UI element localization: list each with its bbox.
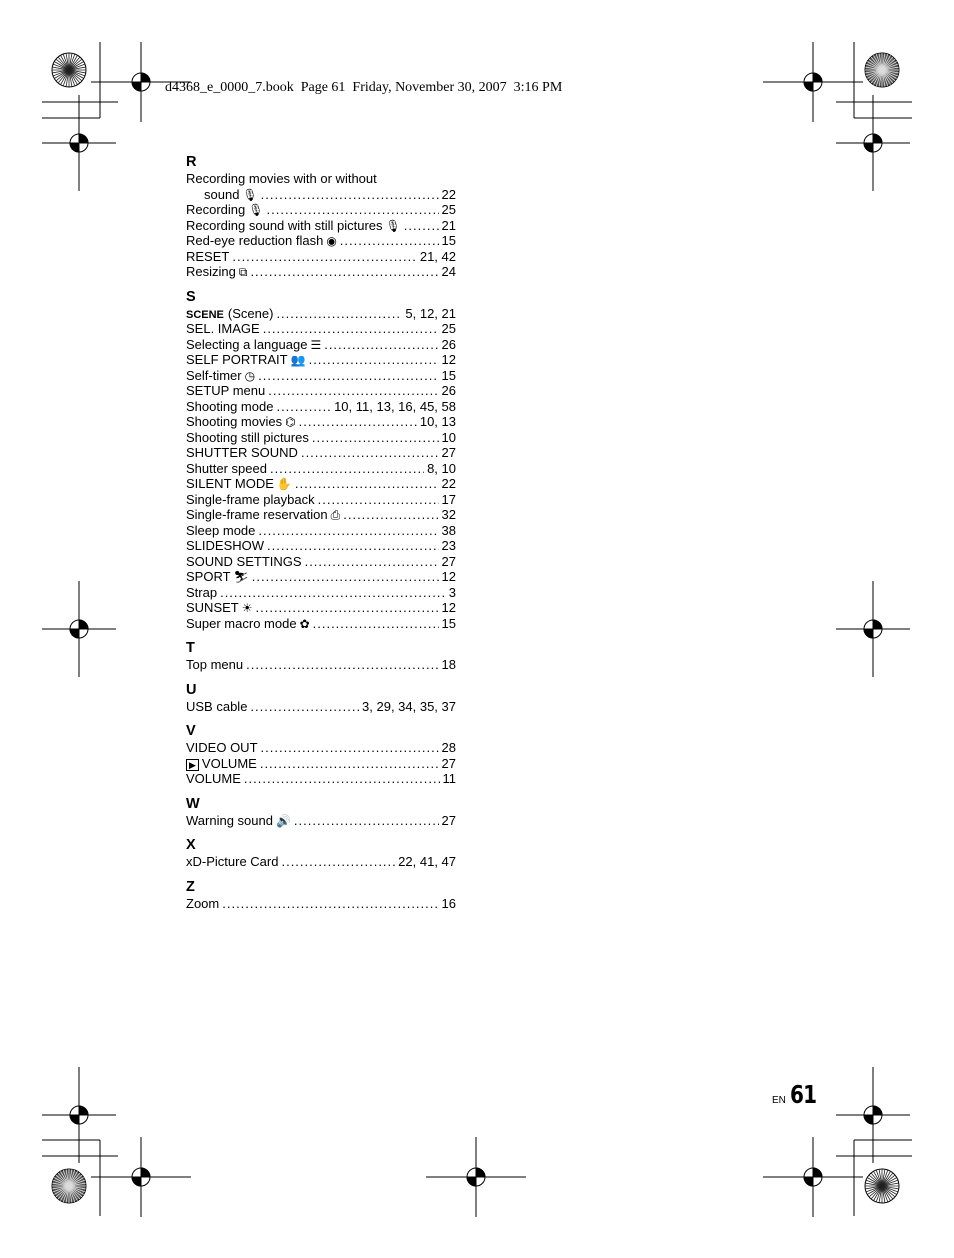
page-number: 61 (790, 1080, 817, 1109)
entry-page-refs: 28 (441, 740, 456, 755)
entry-label: Shooting movies (186, 414, 283, 429)
entry-label: Resizing (186, 264, 236, 279)
dot-leader (267, 538, 439, 554)
index-entry (186, 699, 456, 715)
entry-label: Sleep mode (186, 522, 256, 538)
entry-page-refs: 3 (448, 584, 456, 600)
entry-page-refs: 10, 11, 13, 16, 45, 58 (334, 398, 456, 414)
sport-icon: ⛷ (233, 570, 249, 584)
entry-page-refs: 10, 13 (419, 414, 456, 429)
index-entry (186, 600, 456, 616)
dot-leader (276, 399, 331, 415)
index-entry (186, 430, 456, 446)
entry-label: Self-timer (186, 367, 242, 383)
entry-page-refs: 10 (441, 429, 456, 445)
section-letter: T (186, 640, 195, 656)
entry-page-refs: 27 (441, 812, 456, 828)
index-entry (186, 616, 456, 632)
entry-label: RESET (186, 248, 230, 264)
entry-label: Super macro mode (186, 615, 297, 631)
entry-page-refs: 21 (441, 217, 456, 233)
index-entry (186, 337, 456, 353)
microphone-icon: 🎙 (385, 218, 401, 233)
entry-page-refs: 26 (441, 336, 456, 352)
playback-icon: ▶ (186, 759, 199, 771)
dot-leader (324, 337, 438, 353)
index-section (186, 796, 456, 829)
dot-leader (299, 414, 417, 430)
entry-label: Shutter speed (186, 460, 267, 476)
dot-leader (261, 187, 439, 203)
index-entry (186, 352, 456, 368)
entry-page-refs: 27 (441, 755, 456, 771)
print-header: d4368_e_0000_7.book Page 61 Friday, November 30, 2007 3:16 PM (165, 80, 563, 95)
microphone-icon: 🎙 (242, 187, 258, 202)
entry-page-refs: 15 (441, 615, 456, 631)
index-section (186, 879, 456, 912)
entry-page-refs: 22 (441, 476, 456, 491)
index-entry (186, 756, 456, 772)
entry-page-refs: 16 (441, 895, 456, 911)
speaker-icon: 🔊 (275, 813, 291, 828)
entry-label: Recording sound with still pictures (186, 217, 383, 233)
entry-label: Recording (186, 202, 246, 217)
section-letter: Z (186, 878, 195, 895)
entry-label: Recording movies with or without (186, 171, 377, 186)
dot-leader (343, 507, 438, 523)
entry-page-refs: 21, 42 (419, 248, 456, 264)
index-entry (186, 813, 456, 829)
starburst-target-icon (52, 53, 86, 87)
index-entry (186, 569, 456, 585)
entry-label: Shooting mode (186, 398, 274, 414)
entry-page-refs: 11 (442, 771, 456, 786)
index-entry (186, 249, 456, 265)
index-column (186, 154, 456, 911)
entry-label: SEL. IMAGE (186, 321, 260, 336)
entry-page-refs: 5, 12, 21 (405, 305, 456, 321)
entry-label: SILENT MODE (186, 476, 274, 491)
index-entry (186, 740, 456, 756)
entry-label: SLIDESHOW (186, 538, 265, 553)
dot-leader (309, 352, 439, 368)
index-entry (186, 202, 456, 218)
print-icon: ⎙ (330, 508, 341, 522)
index-section (186, 837, 456, 870)
entry-page-refs: 8, 10 (427, 460, 456, 476)
starburst-target-icon (865, 53, 899, 87)
entry-label: SHUTTER SOUND (186, 445, 298, 460)
dot-leader (252, 569, 439, 585)
index-entry (186, 368, 456, 384)
entry-page-refs: 27 (441, 553, 456, 569)
entry-page-refs: 38 (441, 522, 456, 538)
dot-leader (313, 616, 439, 632)
index-entry (186, 896, 456, 912)
page-footer (772, 1080, 823, 1109)
index-entry (186, 187, 456, 203)
entry-page-refs: 12 (441, 600, 456, 615)
dot-leader (270, 461, 424, 477)
dot-leader (258, 523, 438, 539)
index-entry (186, 445, 456, 461)
index-entry (186, 399, 456, 415)
sunset-icon: ☀ (241, 601, 253, 615)
starburst-target-icon (52, 1169, 86, 1203)
entry-page-refs: 15 (441, 367, 456, 383)
dot-leader (244, 771, 440, 787)
dot-leader (267, 202, 439, 218)
entry-label: SELF PORTRAIT (186, 352, 288, 367)
index-entry (186, 771, 456, 787)
movie-camera-icon: ⌬ (285, 415, 296, 429)
starburst-target-icon (865, 1169, 899, 1203)
dot-leader (220, 585, 446, 601)
dot-leader (222, 896, 438, 912)
dot-leader (281, 854, 395, 870)
dot-leader (260, 756, 439, 772)
index-entry (186, 492, 456, 508)
dot-leader (318, 492, 439, 508)
entry-page-refs: 22, 41, 47 (398, 854, 456, 869)
entry-label: (Scene) (227, 305, 274, 321)
entry-label: Shooting still pictures (186, 429, 309, 445)
resize-icon: ⧉ (238, 265, 248, 279)
entry-page-refs: 22 (441, 186, 456, 202)
entry-label: VOLUME (201, 755, 257, 771)
dot-leader (404, 218, 439, 234)
scene-icon: SCENE (186, 308, 224, 321)
language-code: EN (772, 1095, 786, 1106)
dot-leader (250, 699, 359, 715)
index-entry (186, 306, 456, 322)
entry-label: Single-frame reservation (186, 507, 328, 522)
entry-page-refs: 3, 29, 34, 35, 37 (362, 698, 456, 714)
silent-mode-icon: ✋ (276, 477, 292, 491)
entry-page-refs: 25 (441, 202, 456, 217)
dot-leader (261, 740, 439, 756)
microphone-icon: 🎙 (248, 203, 264, 217)
entry-label: Zoom (186, 895, 220, 911)
dot-leader (246, 657, 438, 673)
index-entry (186, 657, 456, 673)
section-letter: S (186, 288, 196, 305)
index-entry (186, 507, 456, 523)
index-entry (186, 554, 456, 570)
self-portrait-icon: 👥 (290, 353, 306, 367)
dot-leader (340, 233, 439, 249)
entry-page-refs: 26 (441, 383, 456, 398)
index-entry (186, 476, 456, 492)
dot-leader (232, 249, 417, 265)
dot-leader (256, 600, 439, 616)
index-entry (186, 854, 456, 870)
entry-page-refs: 17 (441, 491, 456, 507)
entry-page-refs: 27 (441, 445, 456, 460)
entry-label: SOUND SETTINGS (186, 553, 302, 569)
index-entry (186, 383, 456, 399)
entry-label: VOLUME (186, 771, 241, 786)
section-letter: X (186, 837, 196, 853)
index-section (186, 640, 456, 673)
section-letter: V (186, 723, 196, 739)
section-letter: R (186, 154, 197, 170)
super-macro-icon: ✿ (299, 616, 310, 631)
dot-leader (268, 383, 438, 399)
index-entry (186, 585, 456, 601)
entry-label: Warning sound (186, 812, 273, 828)
index-entry (186, 218, 456, 234)
entry-label: SPORT (186, 569, 231, 584)
entry-label: Red-eye reduction flash (186, 233, 324, 248)
index-entry (186, 414, 456, 430)
dot-leader (312, 430, 439, 446)
entry-label: Top menu (186, 657, 244, 672)
entry-label: SUNSET (186, 600, 239, 615)
eye-icon: ◉ (326, 234, 337, 248)
entry-label: sound (204, 186, 240, 202)
dot-leader (263, 321, 439, 337)
dot-leader (301, 445, 439, 461)
entry-label: Selecting a language (186, 336, 308, 352)
section-letter: W (186, 795, 200, 812)
entry-label: xD-Picture Card (186, 854, 279, 869)
entry-page-refs: 18 (441, 657, 456, 672)
index-section (186, 289, 456, 632)
entry-label: Strap (186, 584, 218, 600)
entry-page-refs: 12 (441, 352, 456, 367)
dot-leader (294, 813, 439, 829)
entry-page-refs: 15 (441, 233, 456, 248)
entry-page-refs: 23 (441, 538, 456, 553)
entry-label: VIDEO OUT (186, 740, 258, 755)
index-entry (186, 538, 456, 554)
section-letter: U (186, 681, 197, 698)
entry-page-refs: 24 (441, 264, 456, 279)
dot-leader (276, 306, 402, 322)
index-section (186, 723, 456, 787)
index-entry (186, 171, 456, 187)
dot-leader (295, 476, 439, 492)
index-entry (186, 523, 456, 539)
entry-label: SETUP menu (186, 383, 266, 398)
index-entry (186, 461, 456, 477)
index-section (186, 154, 456, 280)
entry-label: Single-frame playback (186, 491, 315, 507)
entry-label: USB cable (186, 698, 248, 714)
index-entry (186, 321, 456, 337)
index-entry (186, 264, 456, 280)
entry-page-refs: 32 (441, 507, 456, 522)
index-section (186, 682, 456, 715)
self-timer-icon: ◷ (244, 368, 256, 383)
entry-page-refs: 25 (441, 321, 456, 336)
language-icon: ☰ (310, 337, 322, 352)
dot-leader (305, 554, 439, 570)
dot-leader (250, 264, 438, 280)
dot-leader (258, 368, 438, 384)
entry-page-refs: 12 (441, 569, 456, 584)
index-entry (186, 233, 456, 249)
